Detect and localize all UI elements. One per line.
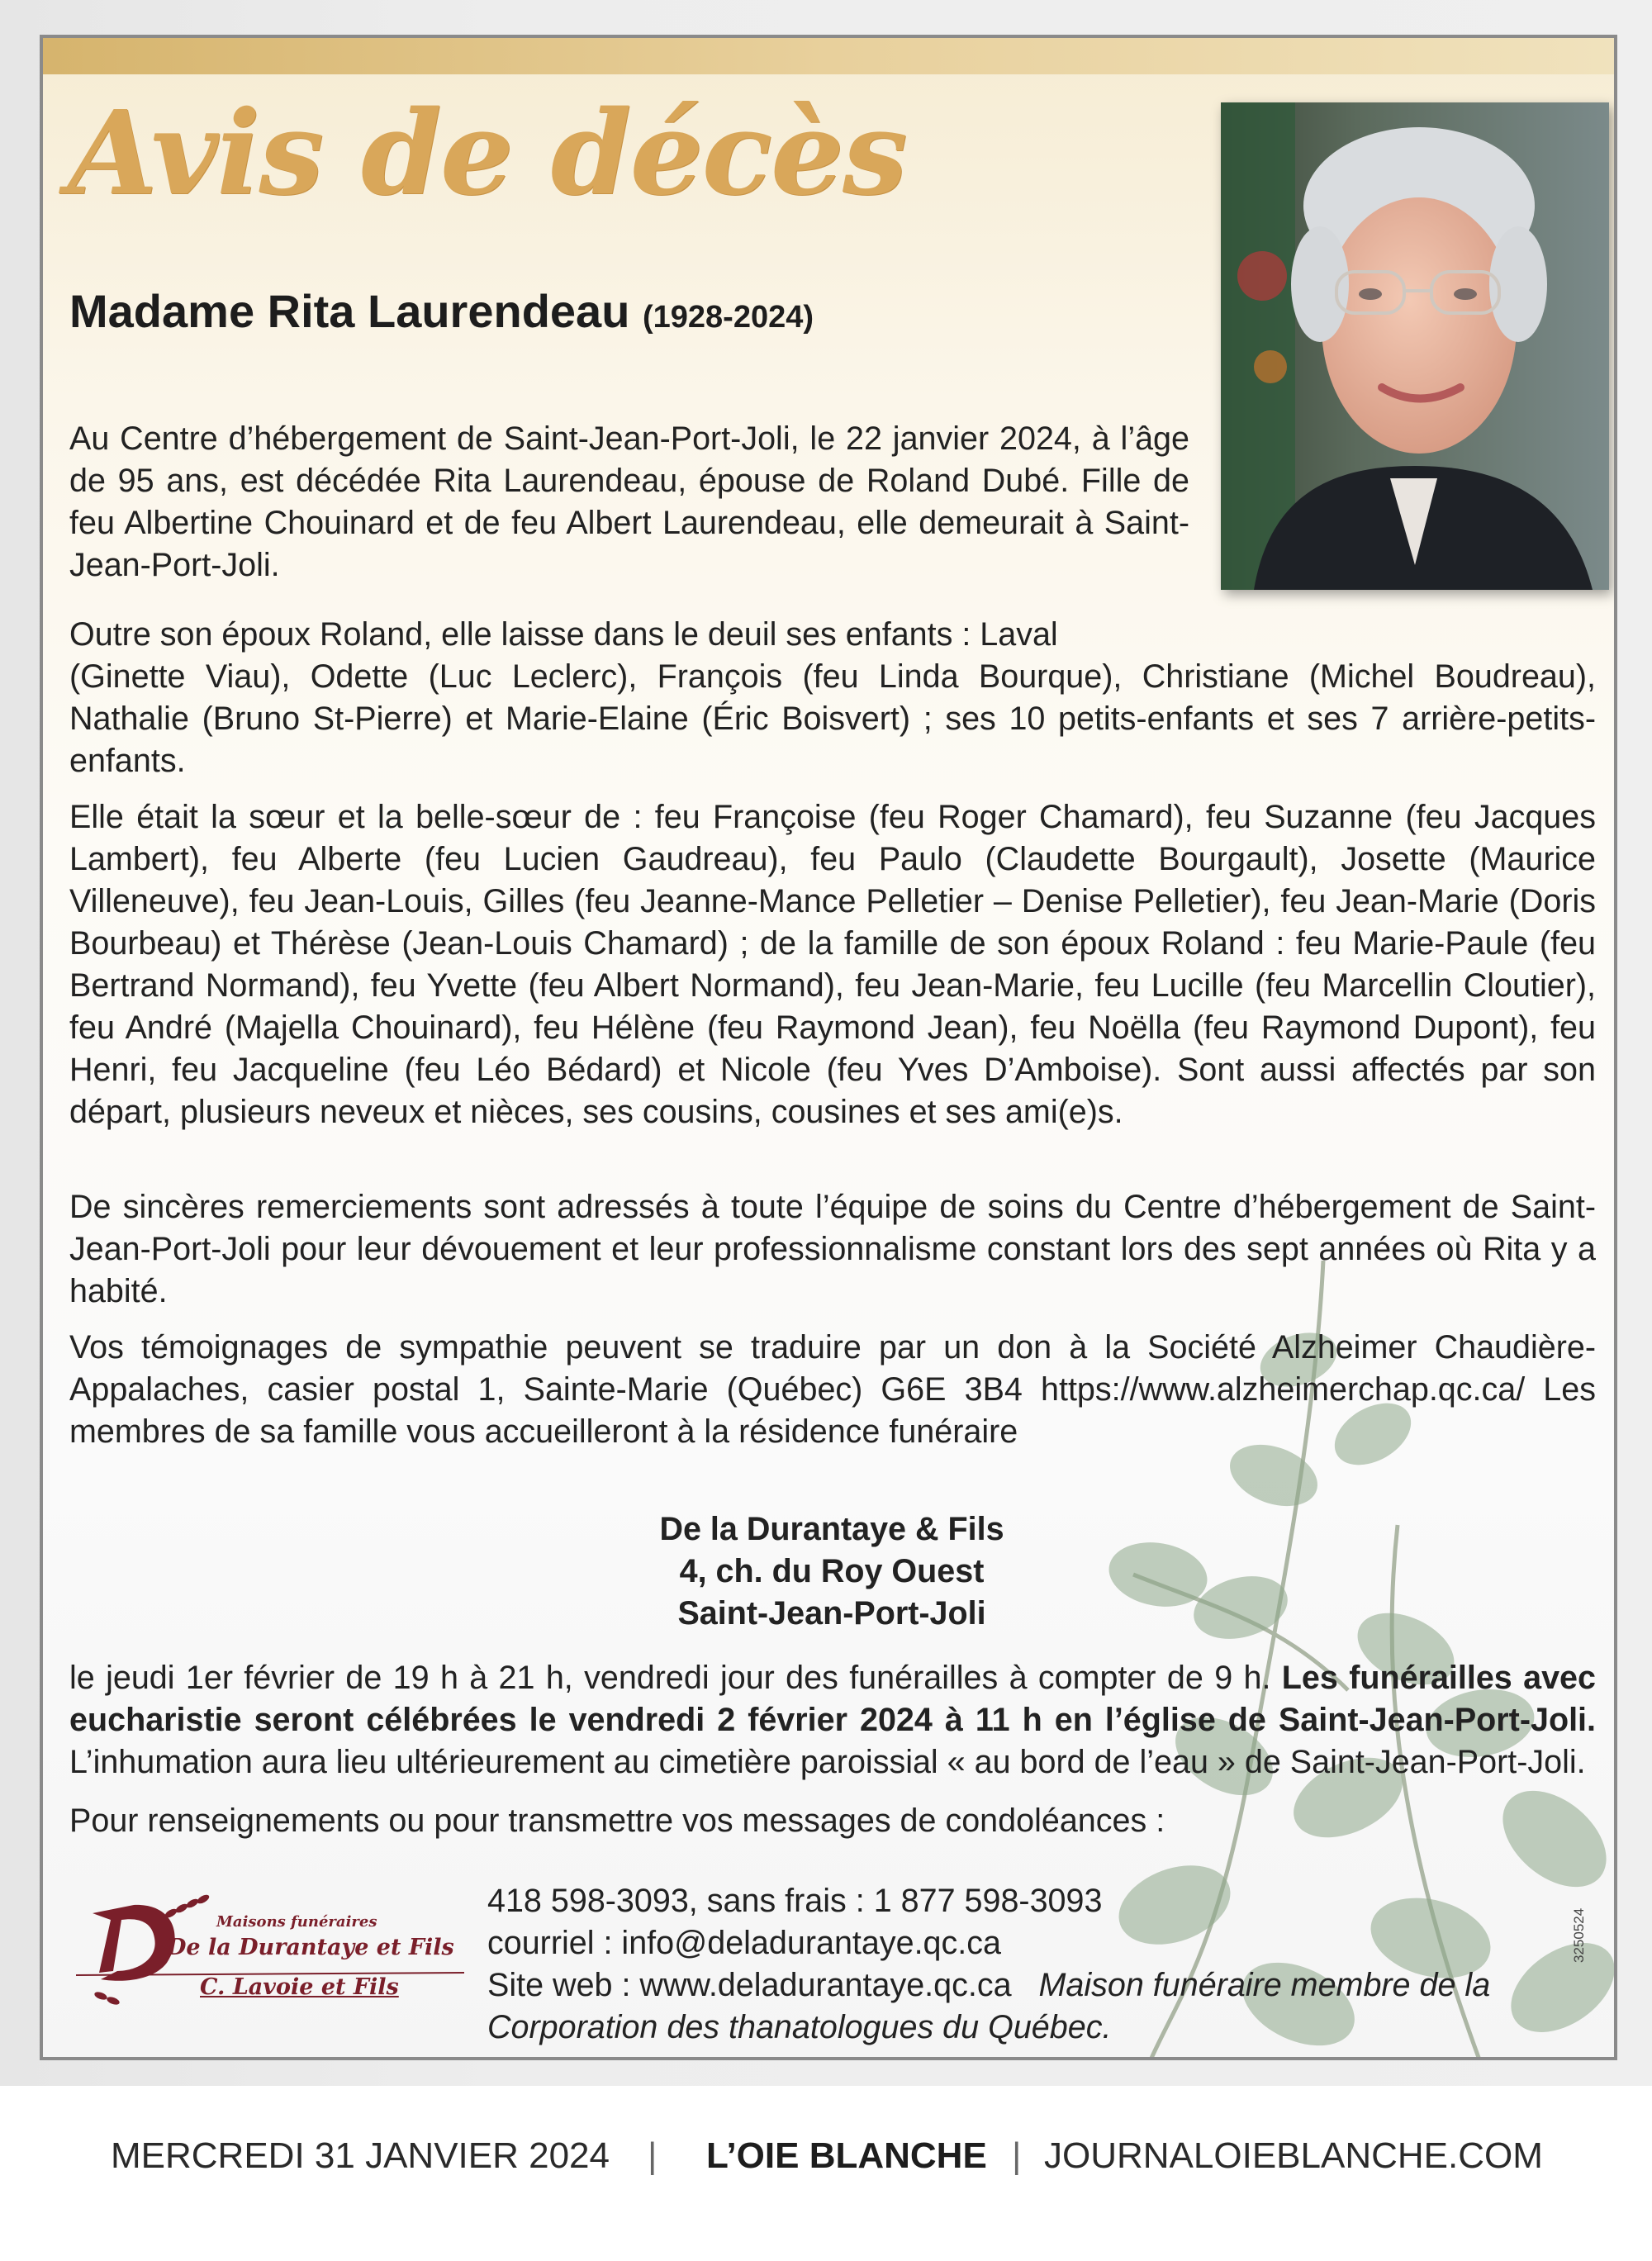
deceased-name	[69, 284, 814, 338]
paragraph-siblings: Elle était la sœur et la belle-sœur de : feu Françoise (feu Roger Chamard), feu Suzanne (feu Jacques Lambert), feu Alberte (feu Lucien Gaudreau), feu Paulo (Claudette Bourgault), Josette (Maurice Villeneuve), feu Jean-Louis, Gilles (feu Jeanne-Mance Pelletier – Denise Pelletier), feu Jean-Marie (Doris Bourbeau) et Thérèse (Jean-Louis Chamard) ; de la famille de son époux Roland : feu Marie-Paule (feu Bertrand Normand), feu Yvette (feu Albert Normand), feu Jean-Marie, feu Lucille (feu Marcellin Cloutier), feu André (Majella Chouinard), feu Hélène (feu Raymond Jean), feu Noëlla (feu Raymond Dupont), feu Henri, feu Jacqueline (feu Léo Bédard) et Nicole (feu Yves D’Amboise). Sont aussi affectés par son départ, plusieurs neveux et nièces, ses cousins, cousines et ses ami(e)s.	[69, 799, 1596, 1130]
page-footer	[0, 2135, 1652, 2202]
logo-small-text: Maisons funéraires	[216, 1913, 377, 1931]
contact-web: Site web : www.deladurantaye.qc.ca	[487, 1967, 1012, 2003]
footer-separator: |	[1012, 2135, 1022, 2176]
funeral-details: Les funérailles avec eucharistie seront célébrées le vendredi 2 février 2024 à 11 h en l’église de Saint-Jean-Port-Joli.	[69, 1660, 1596, 1738]
paragraph-survivors-first-line: Outre son époux Roland, elle laisse dans le deuil ses enfants : Laval	[69, 616, 1058, 653]
paragraph-funeral-schedule	[69, 1657, 1596, 1784]
footer-separator: |	[648, 2135, 657, 2176]
paragraph-thanks: De sincères remerciements sont adressés à toute l’équipe de soins du Centre d’hébergement de Saint-Jean-Port-Joli pour leur dévouement et leur professionnalisme constant lors des sept années où Rita y a habité.	[69, 1189, 1596, 1309]
deceased-years: (1928-2024)	[642, 300, 814, 335]
contact-web-line	[487, 1964, 1602, 2049]
funeral-home-address: 4, ch. du Roy Ouest	[679, 1553, 985, 1589]
contact-info	[487, 1880, 1602, 2049]
funeral-home-address-block	[43, 1508, 1617, 1635]
ad-reference-code: 3250524	[1571, 1907, 1587, 1963]
paragraph-survivors: (Ginette Viau), Odette (Luc Leclerc), François (feu Linda Bourque), Christiane (Michel Boudreau), Nathalie (Bruno St-Pierre) et Marie-Elaine (Éric Boisvert) ; ses 10 petits-enfants et ses 7 arrière-petits-enfants.	[69, 658, 1596, 779]
contact-email: courriel : info@deladurantaye.qc.ca	[487, 1925, 1001, 1961]
portrait-photo	[1221, 102, 1609, 590]
logo-main-text: De la Durantaye et Fils	[167, 1935, 454, 1960]
funeral-home-name: De la Durantaye & Fils	[659, 1511, 1004, 1547]
paragraph-donations: Vos témoignages de sympathie peuvent se traduire par un don à la Société Alzheimer Chaudière-Appalaches, casier postal 1, Sainte-Marie (Québec) G6E 3B4 https://www.alzheimerchap.qc.ca/ Les membres de sa famille vous accueilleront à la résidence funéraire	[69, 1329, 1596, 1450]
footer-newspaper-name: L’OIE BLANCHE	[706, 2135, 987, 2176]
gold-top-band	[43, 38, 1614, 74]
funeral-home-city: Saint-Jean-Port-Joli	[677, 1595, 986, 1632]
contact-phone: 418 598-3093, sans frais : 1 877 598-3093	[487, 1883, 1103, 1919]
footer-website: JOURNALOIEBLANCHE.COM	[1044, 2135, 1543, 2176]
funeral-home-logo	[76, 1880, 464, 2021]
member-note: Maison funéraire membre de la Corporation des thanatologues du Québec.	[487, 1967, 1491, 2045]
portrait-image	[1221, 102, 1609, 590]
footer-date: MERCREDI 31 JANVIER 2024	[111, 2135, 610, 2176]
deceased-name-text: Madame Rita Laurendeau	[69, 285, 630, 337]
logo-sub-text: C. Lavoie et Fils	[200, 1974, 399, 2000]
burial-details: L’inhumation aura lieu ultérieurement au cimetière paroissial « au bord de l’eau » de Saint-Jean-Port-Joli.	[69, 1744, 1586, 1780]
obituary-notice	[40, 35, 1617, 2060]
paragraph-info-intro: Pour renseignements ou pour transmettre vos messages de condoléances :	[69, 1803, 1165, 1839]
paragraph-death-announcement: Au Centre d’hébergement de Saint-Jean-Port-Joli, le 22 janvier 2024, à l’âge de 95 ans, est décédée Rita Laurendeau, épouse de Roland Dubé. Fille de feu Albertine Chouinard et de feu Albert Laurendeau, elle demeurait à Saint-Jean-Port-Joli.	[69, 420, 1189, 583]
notice-title: Avis de décès	[68, 86, 906, 221]
visitation-hours: le jeudi 1er février de 19 h à 21 h, vendredi jour des funérailles à compter de 9 h.	[69, 1660, 1282, 1696]
